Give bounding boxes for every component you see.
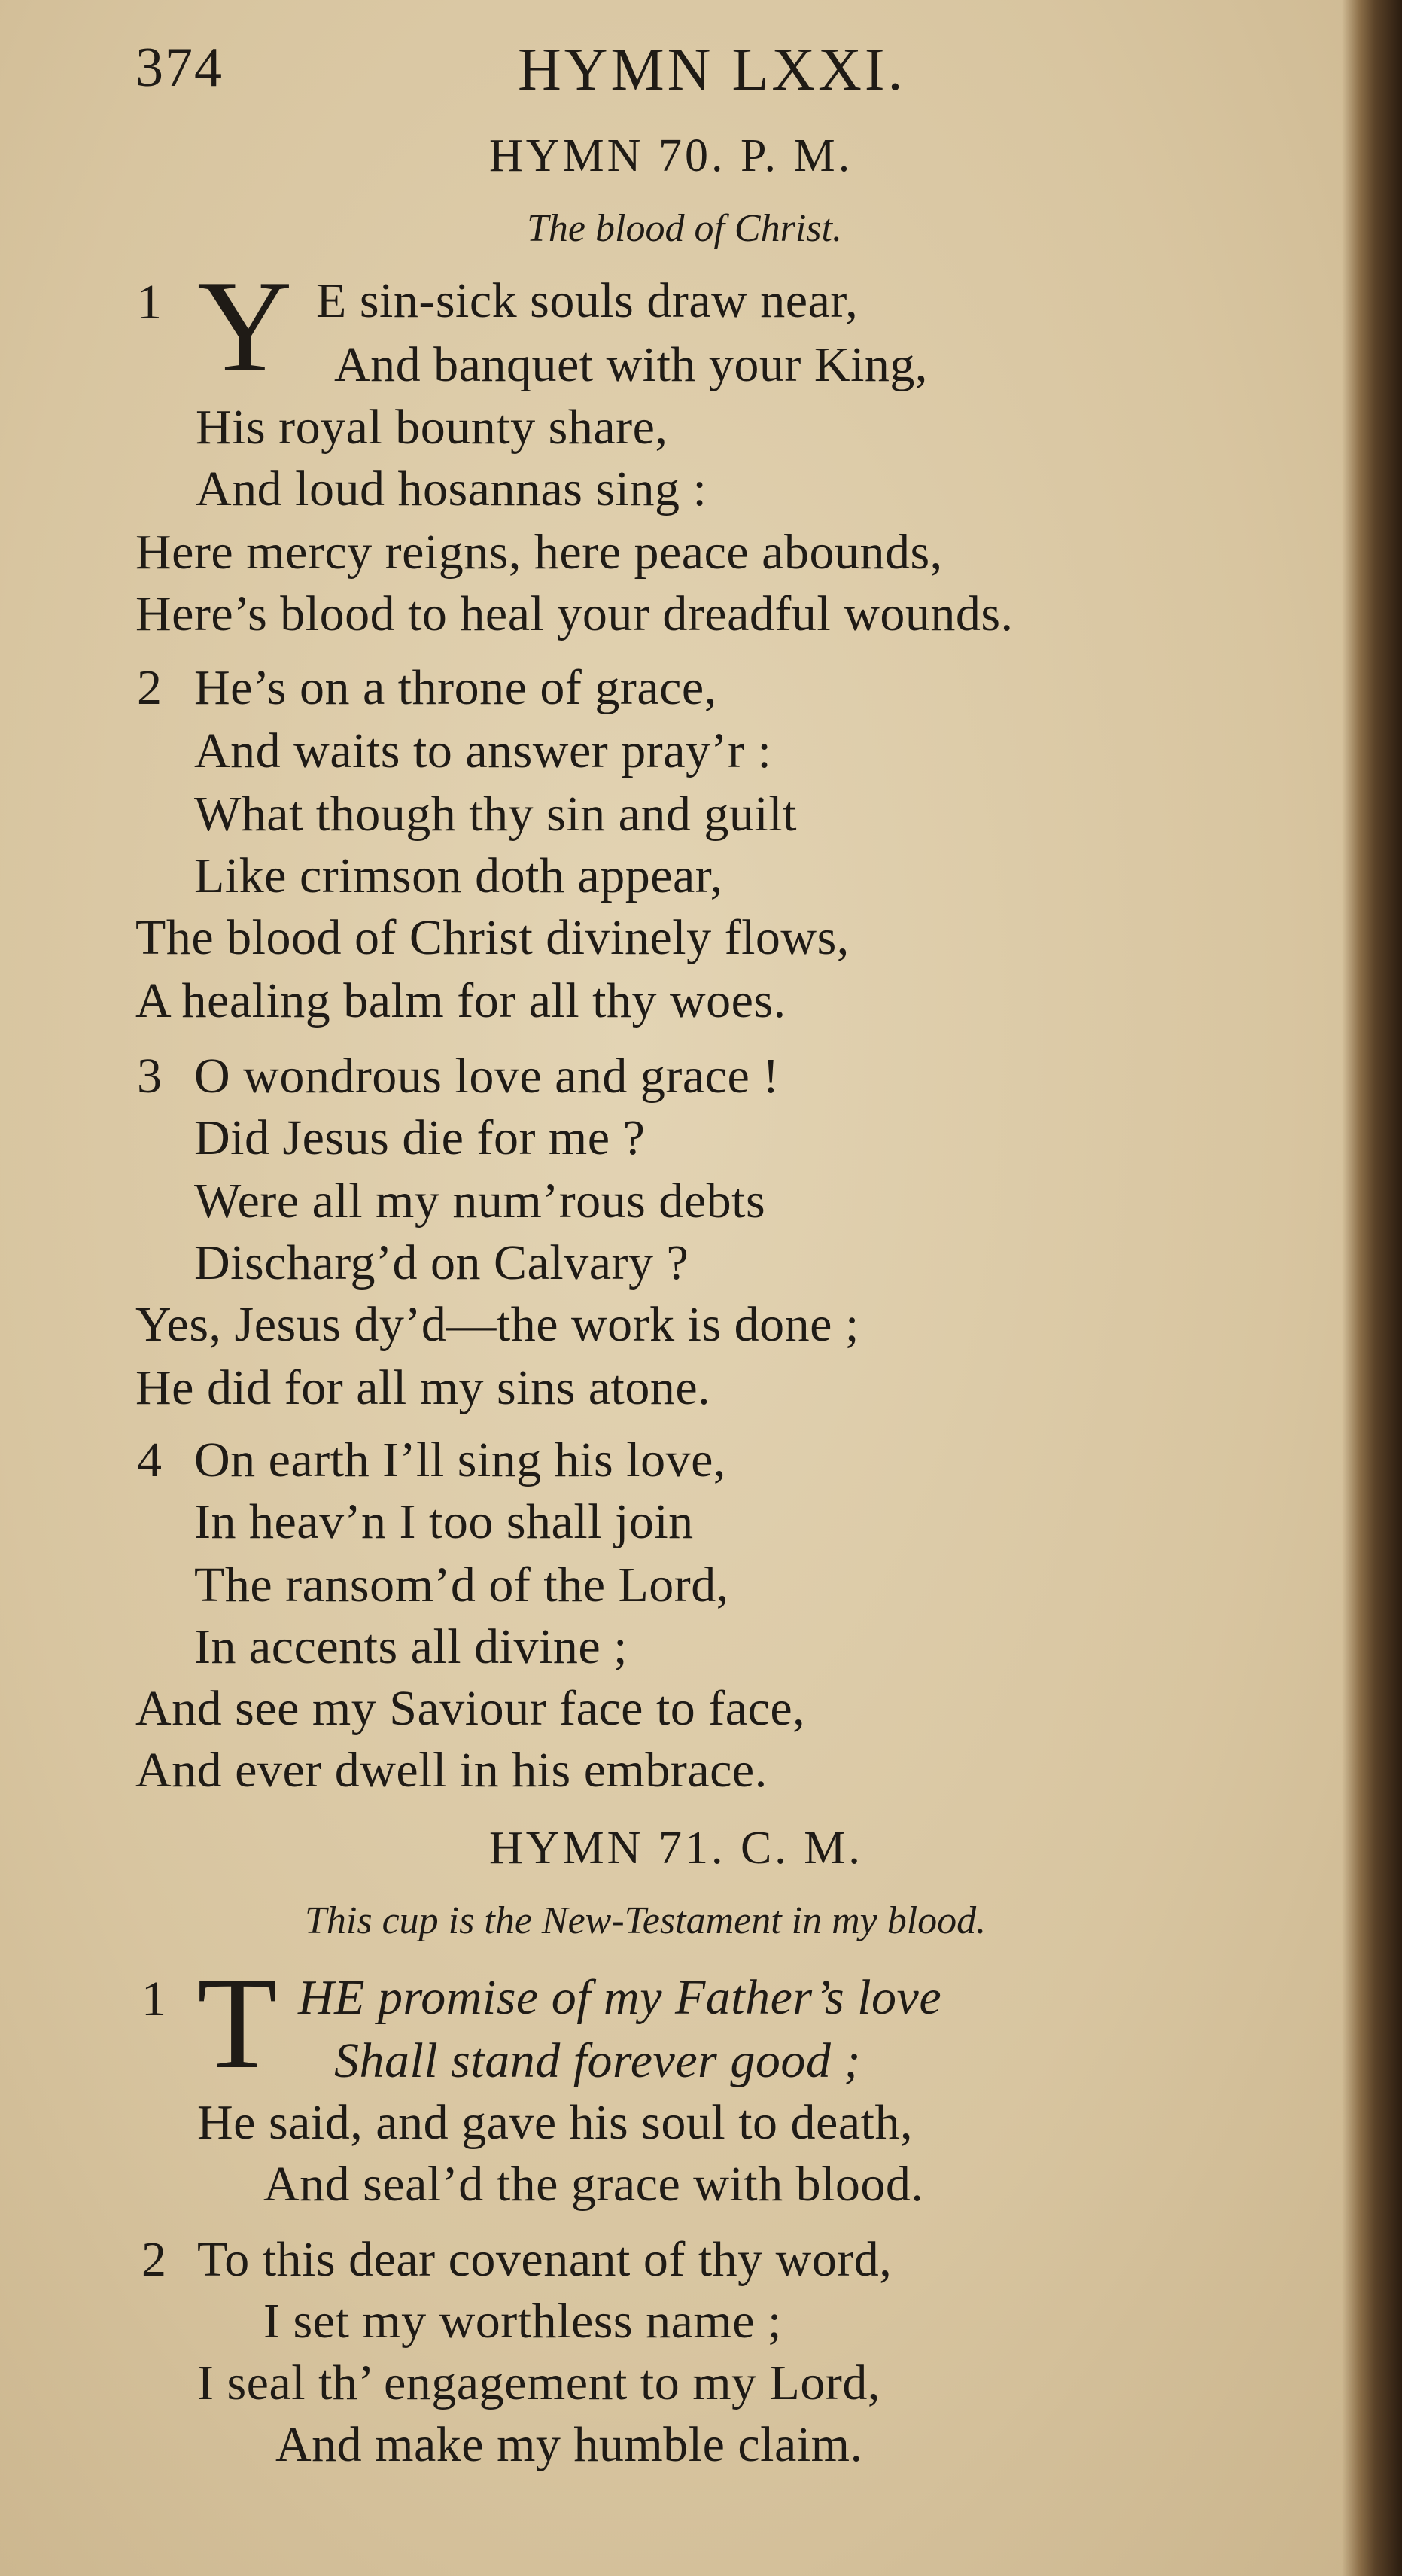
verse-line: In accents all divine ; <box>194 1619 628 1674</box>
stanza-number: 3 <box>137 1049 162 1104</box>
drop-cap: T <box>197 1950 278 2096</box>
verse-line: HE promise of my Father’s love <box>298 1970 942 2025</box>
page-edge <box>1342 0 1402 2576</box>
verse-line: E sin-sick souls draw near, <box>316 273 859 328</box>
verse-line: And make my humble claim. <box>275 2417 863 2472</box>
verse-line: I seal th’ engagement to my Lord, <box>197 2355 880 2410</box>
stanza-number: 2 <box>137 660 162 715</box>
verse-line: And seal’d the grace with blood. <box>263 2157 924 2212</box>
verse-line: He said, and gave his soul to death, <box>197 2095 913 2150</box>
verse-line: He’s on a throne of grace, <box>194 660 717 715</box>
verse-line: I set my worthless name ; <box>263 2294 782 2349</box>
verse-line: He did for all my sins atone. <box>135 1360 711 1415</box>
hymn70-heading: HYMN 70. P. M. <box>489 130 853 181</box>
verse-line: O wondrous love and grace ! <box>194 1049 780 1104</box>
page-number: 374 <box>135 37 224 99</box>
verse-line: Here mercy reigns, here peace abounds, <box>135 525 943 580</box>
verse-line: The ransom’d of the Lord, <box>194 1557 729 1612</box>
stanza-number: 1 <box>141 1972 166 2026</box>
verse-line: To this dear covenant of thy word, <box>197 2232 893 2287</box>
drop-cap: Y <box>197 253 293 399</box>
running-head: HYMN LXXI. <box>518 37 906 103</box>
hymn71-subtitle: This cup is the New-Testament in my blood. <box>305 1899 987 1942</box>
verse-line: Shall stand forever good ; <box>334 2033 861 2088</box>
verse-line: Yes, Jesus dy’d—the work is done ; <box>135 1297 859 1352</box>
stanza-number: 1 <box>137 275 162 330</box>
verse-line: Here’s blood to heal your dreadful wounds. <box>135 586 1014 641</box>
verse-line: What though thy sin and guilt <box>194 787 797 842</box>
verse-line: Were all my num’rous debts <box>194 1174 766 1229</box>
verse-line: And ever dwell in his embrace. <box>135 1743 768 1798</box>
verse-line: And see my Saviour face to face, <box>135 1681 806 1736</box>
verse-line: His royal bounty share, <box>196 400 668 455</box>
verse-line: On earth I’ll sing his love, <box>194 1433 726 1487</box>
verse-line: And banquet with your King, <box>334 337 928 392</box>
stanza-number: 2 <box>141 2232 166 2287</box>
verse-line: In heav’n I too shall join <box>194 1494 694 1549</box>
verse-line: Did Jesus die for me ? <box>194 1110 646 1165</box>
verse-line: The blood of Christ divinely flows, <box>135 910 850 965</box>
stanza-number: 4 <box>137 1433 162 1487</box>
verse-line: A healing balm for all thy woes. <box>135 973 786 1028</box>
verse-line: And loud hosannas sing : <box>196 461 707 516</box>
hymn71-heading: HYMN 71. C. M. <box>489 1822 863 1874</box>
verse-line: Like crimson doth appear, <box>194 848 723 903</box>
verse-line: Discharg’d on Calvary ? <box>194 1235 689 1290</box>
hymn70-subtitle: The blood of Christ. <box>527 207 842 250</box>
verse-line: And waits to answer pray’r : <box>194 723 772 778</box>
